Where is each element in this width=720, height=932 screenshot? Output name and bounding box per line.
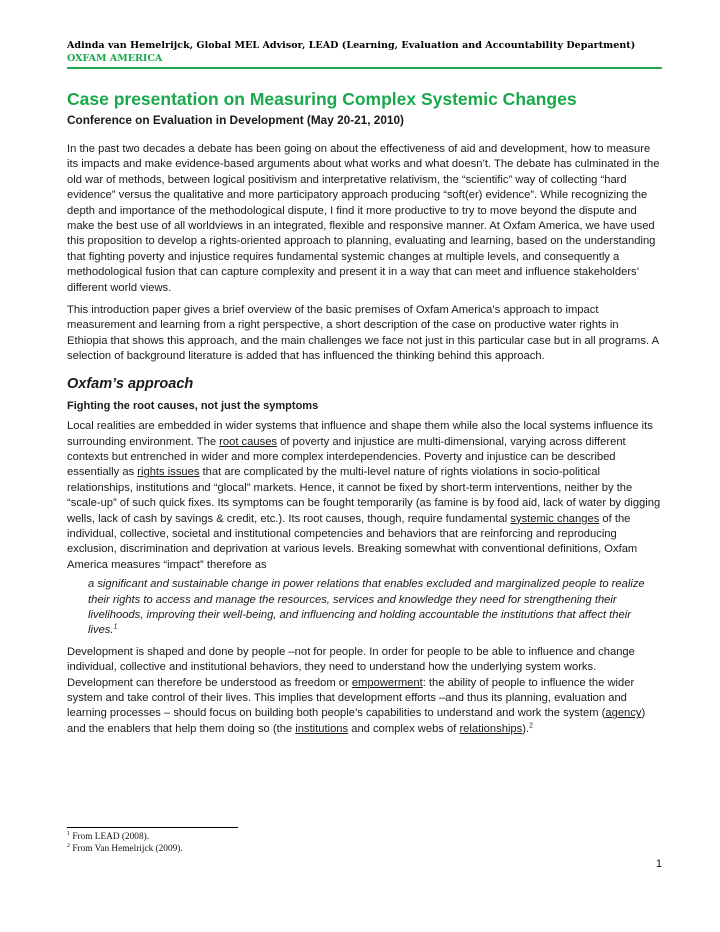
underlined-term-agency: agency — [605, 707, 642, 720]
main-content — [67, 88, 662, 737]
header-divider — [67, 67, 662, 69]
body-paragraph-root-causes — [67, 419, 662, 573]
document-title: Case presentation on Measuring Complex Systemic Changes — [67, 89, 577, 109]
impact-definition-quote — [88, 577, 662, 639]
footnote-ref-1[interactable]: 1 — [113, 623, 118, 631]
footnote-number: 2 — [67, 842, 70, 849]
header-org: OXFAM AMERICA — [67, 53, 163, 64]
text-run: and complex webs of — [348, 722, 460, 735]
underlined-term-empowerment: empowerment — [351, 676, 423, 689]
header-author-line: Adinda van Hemelrijck, Global MEL Advisor, LEAD (Learning, Evaluation and Accountability Department) — [67, 40, 636, 51]
document-subtitle: Conference on Evaluation in Development (May 20-21, 2010) — [67, 113, 404, 127]
running-header — [67, 40, 662, 64]
text-run: ) and the enablers that help them doing so (the — [67, 707, 646, 735]
footnote-item — [67, 832, 662, 844]
text-run: : the ability of people to influence the wider system and take control of their lives. This implies that development efforts –and thus its planning, evaluation and learning processes – should focus on building both people’s capabilities to understand and work the system ( — [67, 676, 635, 720]
body-paragraph-development — [67, 645, 662, 737]
footnote-text: From LEAD (2008). — [72, 832, 150, 842]
page-number: 1 — [655, 858, 662, 870]
footnote-separator — [67, 827, 238, 828]
section-heading: Oxfam’s approach — [67, 375, 194, 392]
footnote-text: From Van Hemelrijck (2009). — [72, 843, 183, 854]
text-run: of poverty and injustice are multi-dimensional, varying across different contexts but entrenched in wider and more complex interdependencies. Poverty and injustice can be described essentially as — [67, 435, 626, 479]
text-run: Development is shaped and done by people –not for people. In order for people to be able to influence and change individual, collective and institutional behaviors, they need to understand how the underlying system works. Development can therefore be understood as freedom or — [67, 645, 635, 689]
underlined-term-systemic-changes: systemic changes — [510, 512, 600, 525]
text-run: Local realities are embedded in wider systems that influence and shape them while also the local systems influence its surrounding environment. The — [67, 420, 653, 448]
subsection-heading: Fighting the root causes, not just the symptoms — [67, 399, 319, 412]
intro-paragraph-2: This introduction paper gives a brief overview of the basic premises of Oxfam America’s approach to impact measurement and learning from a right perspective, a short description of the case on productive water rights in Ethiopia that shows this approach, and the main challenges we face not just in this particular case but in all programs. A selection of background literature is added that has influenced the thinking behind this approach. — [67, 304, 659, 363]
text-run: ). — [522, 722, 530, 735]
underlined-term-rights-issues: rights issues — [137, 466, 200, 479]
intro-paragraph-1: In the past two decades a debate has been going on about the effectiveness of aid and development, how to measure its impacts and make evidence-based arguments about what works and what doesn’t. The debate has culminated in the old war of methods, between logical positivism and interpretative relativism, the “scientific” way of collecting “hard evidence” versus the qualitative and more participatory approach producing “soft(er) evidence”. While recognizing the depth and importance of the methodological dispute, I find it more productive to try to move beyond the dispute and make the best use of all worldviews in an integrated, flexible and responsive manner. At Oxfam America, we have used this proposition to develop a rights-oriented approach to planning, evaluating and learning, based on the understanding that fighting poverty and injustice requires fundamental systemic changes at multiple levels, and consequently a methodological fusion that can capture complexity and present it in a way that can meet and influence stakeholders’ different world views. — [67, 143, 660, 294]
footnote-ref-2[interactable]: 2 — [529, 722, 533, 730]
underlined-term-institutions: institutions — [295, 722, 349, 735]
footnote-item — [67, 844, 662, 856]
footnotes — [67, 832, 662, 855]
underlined-term-root-causes: root causes — [219, 435, 278, 448]
text-run: that are complicated by the multi-level nature of rights violations in socio-political relationships, institutions and “glocal” markets. Hence, it cannot be fixed by short-term interventions, neither by the “scale-up” of such quick fixes. Its symptoms can be fought temporarily (as famine is by food aid, lack of water by digging wells, lack of cash by savings & credit, etc.). Its root causes, though, require fundamental — [67, 466, 661, 525]
underlined-term-relationships: relationships — [459, 722, 523, 735]
quote-text: a significant and sustainable change in power relations that enables excluded and marginalized people to realize their rights to access and manage the resources, services and knowledge they need for strengthening their livelihoods, improving their well-being, and influencing and holding accountable the institutions that affect their lives. — [88, 578, 645, 637]
footnote-number: 1 — [67, 830, 70, 837]
text-run: of the individual, collective, societal and institutional competencies and behaviors that are reinforcing and reproducing exclusion, discrimination and deprivation at various levels. Breaking somewhat with conventional definitions, Oxfam America measures “impact” therefore as — [67, 512, 638, 571]
